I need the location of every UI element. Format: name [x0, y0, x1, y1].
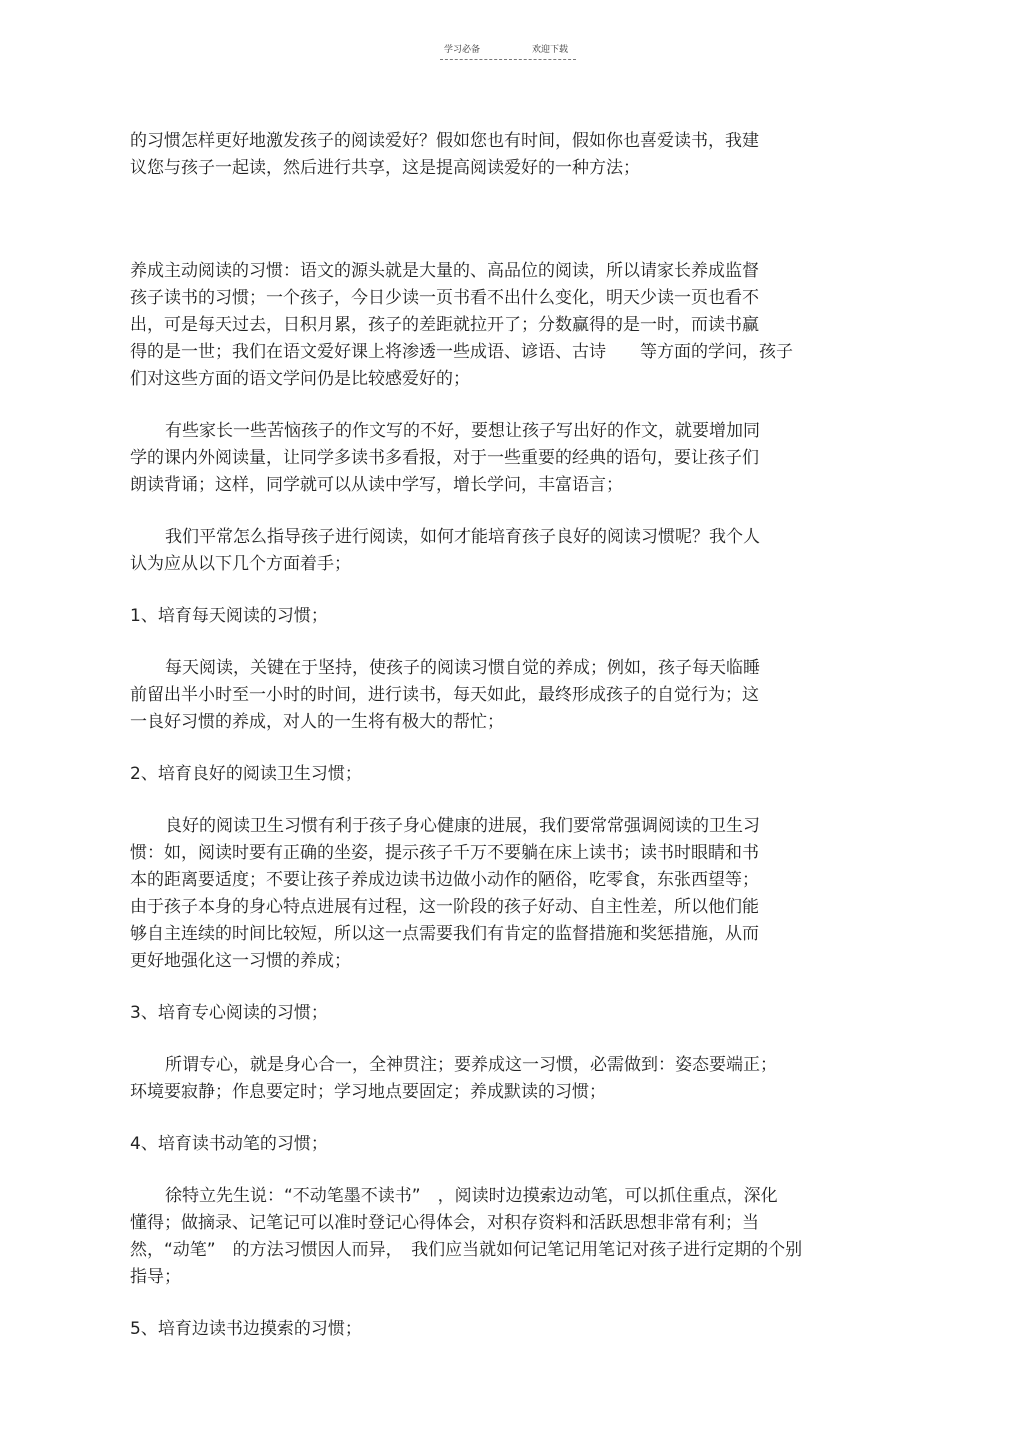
text-line: 本的距离要适度；不要让孩子养成边读书边做小动作的陋俗，吃零食，东张西望等；	[130, 870, 759, 890]
text-line: 我们平常怎么指导孩子进行阅读，如何才能培育孩子良好的阅读习惯呢？我个人	[165, 527, 760, 547]
header-right-text: 欢迎下载	[532, 45, 569, 55]
text-line: 每天阅读，关键在于坚持，使孩子的阅读习惯自觉的养成；例如，孩子每天临睡	[165, 658, 760, 678]
text-line: 徐特立先生说：“不动笔墨不读书” ，阅读时边摸索边动笔，可以抓住重点，深化	[165, 1186, 778, 1206]
text-line: 前留出半小时至一小时的时间，进行读书，每天如此，最终形成孩子的自觉行为；这	[130, 685, 759, 705]
header-divider	[440, 59, 576, 60]
text-line: 所谓专心，就是身心合一，全神贯注；要养成这一习惯，必需做到：姿态要端正；	[165, 1055, 777, 1075]
text-line: 的习惯怎样更好地激发孩子的阅读爱好？假如您也有时间，假如你也喜爱读书，我建	[130, 131, 759, 151]
text-line: 惯：如，阅读时要有正确的坐姿，提示孩子千万不要躺在床上读书；读书时眼睛和书	[130, 843, 759, 863]
text-line: 懂得；做摘录、记笔记可以准时登记心得体会，对积存资料和活跃思想非常有利；当	[130, 1213, 759, 1233]
section-heading: 5、培育边读书边摸索的习惯；	[130, 1319, 362, 1339]
text-line: 朗读背诵；这样，同学就可以从读中学写，增长学问，丰富语言；	[130, 475, 623, 495]
section-heading: 2、培育良好的阅读卫生习惯；	[130, 764, 362, 784]
text-line: 良好的阅读卫生习惯有利于孩子身心健康的进展，我们要常常强调阅读的卫生习	[165, 816, 760, 836]
text-line: 指导；	[130, 1267, 181, 1287]
section-heading: 3、培育专心阅读的习惯；	[130, 1003, 328, 1023]
header-left-text: 学习必备	[444, 45, 481, 55]
text-line: 孩子读书的习惯；一个孩子，今日少读一页书看不出什么变化，明天少读一页也看不	[130, 288, 759, 308]
text-line: 们对这些方面的语文学问仍是比较感爱好的；	[130, 369, 470, 389]
text-line: 学的课内外阅读量，让同学多读书多看报，对于一些重要的经典的语句，要让孩子们	[130, 448, 759, 468]
text-line: 一良好习惯的养成，对人的一生将有极大的帮忙；	[130, 712, 504, 732]
text-line: 得的是一世；我们在语文爱好课上将渗透一些成语、谚语、古诗 等方面的学问，孩子	[130, 342, 793, 362]
text-line: 议您与孩子一起读，然后进行共享，这是提高阅读爱好的一种方法；	[130, 158, 640, 178]
text-line: 够自主连续的时间比较短，所以这一点需要我们有肯定的监督措施和奖惩措施，从而	[130, 924, 759, 944]
section-heading: 4、培育读书动笔的习惯；	[130, 1134, 328, 1154]
text-line: 养成主动阅读的习惯：语文的源头就是大量的、高品位的阅读，所以请家长养成监督	[130, 261, 759, 281]
text-line: 由于孩子本身的身心特点进展有过程，这一阶段的孩子好动、自主性差，所以他们能	[130, 897, 759, 917]
text-line: 认为应从以下几个方面着手；	[130, 554, 351, 574]
text-line: 环境要寂静；作息要定时；学习地点要固定；养成默读的习惯；	[130, 1082, 606, 1102]
text-line: 出，可是每天过去，日积月累，孩子的差距就拉开了；分数赢得的是一时，而读书赢	[130, 315, 759, 335]
text-line: 然，“动笔” 的方法习惯因人而异， 我们应当就如何记笔记用笔记对孩子进行定期的个别	[130, 1240, 803, 1260]
text-line: 有些家长一些苦恼孩子的作文写的不好，要想让孩子写出好的作文，就要增加同	[165, 421, 760, 441]
text-line: 更好地强化这一习惯的养成；	[130, 951, 351, 971]
section-heading: 1、培育每天阅读的习惯；	[130, 606, 328, 626]
